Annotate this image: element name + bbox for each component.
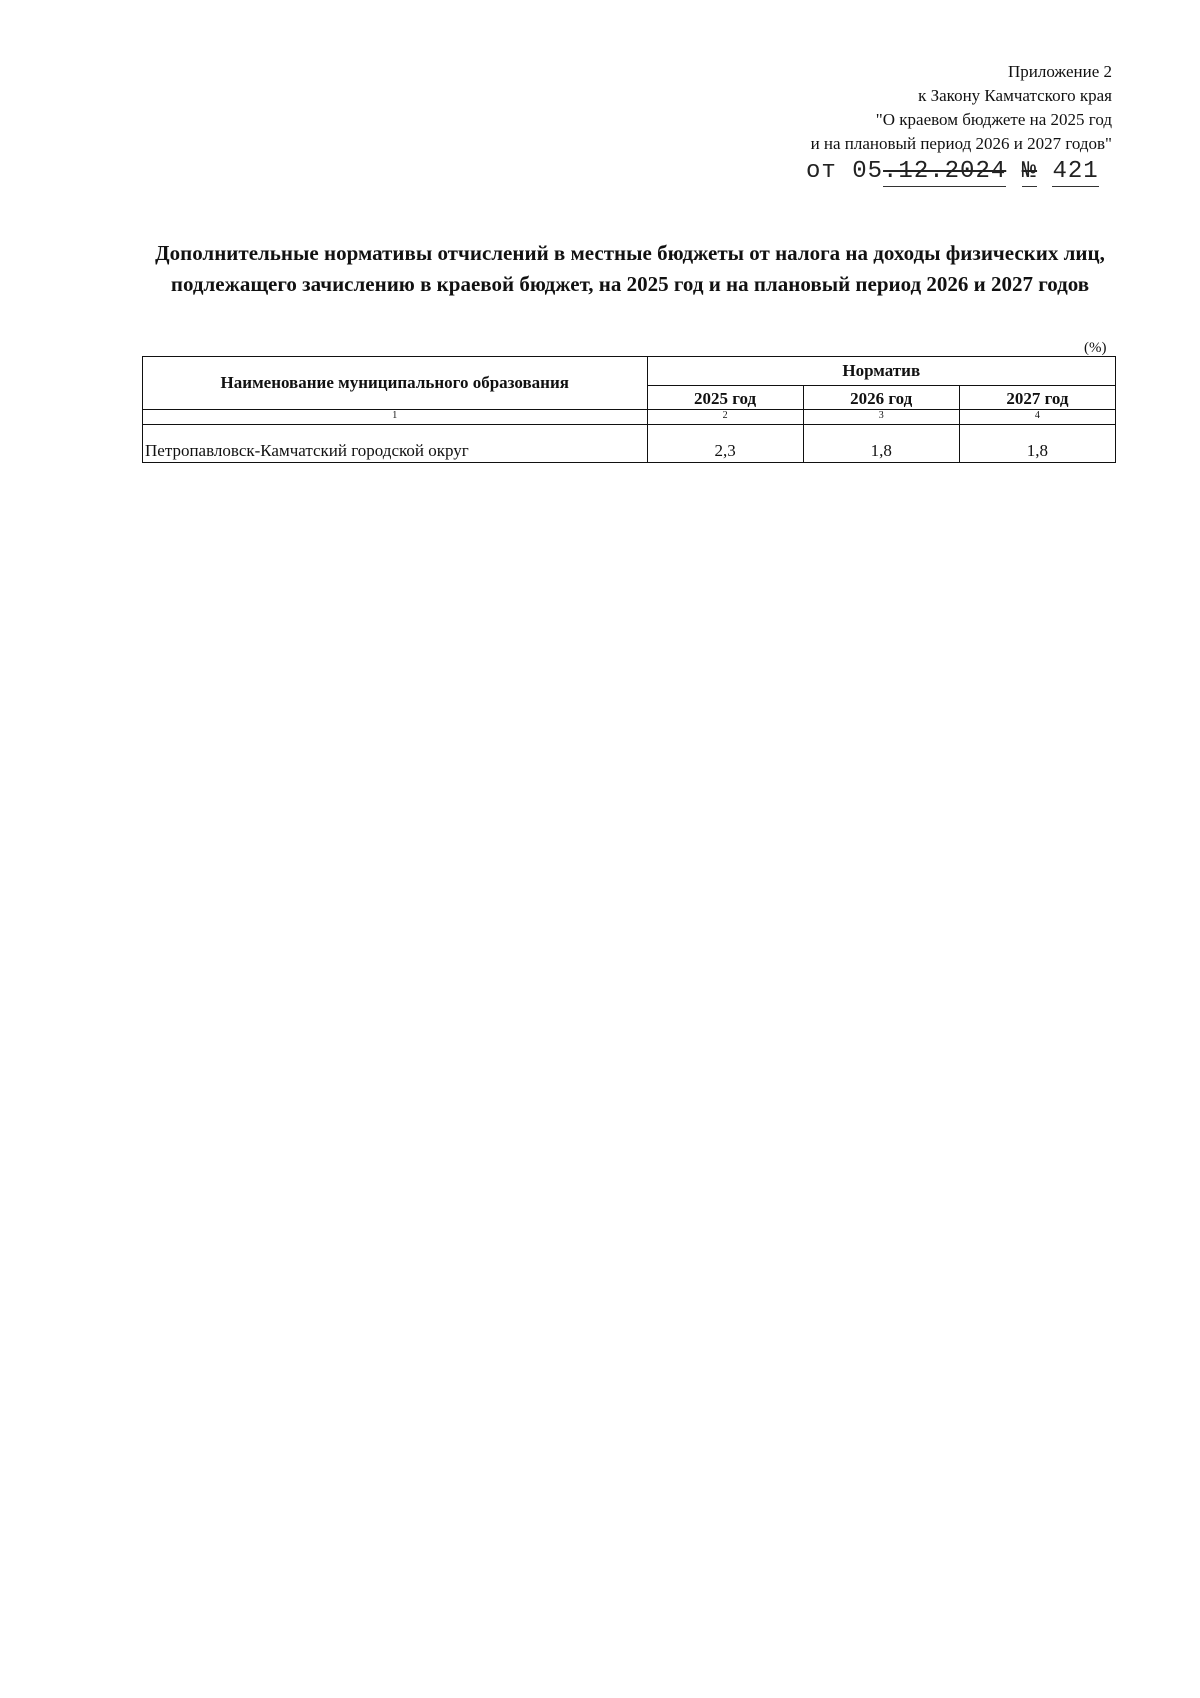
column-number: 1: [143, 410, 648, 425]
unit-label: (%): [1084, 340, 1107, 356]
norm-value-2027: 1,8: [959, 425, 1115, 463]
column-number-row: [143, 410, 1116, 425]
law-date-rest: .12.2024: [883, 158, 1007, 185]
year-header-2025: 2025 год: [647, 385, 803, 409]
norms-table: [142, 356, 1116, 463]
appendix-number: Приложение 2: [1008, 62, 1112, 81]
year-header-2027: 2027 год: [959, 385, 1115, 409]
appendix-header: [811, 60, 1112, 156]
law-date-number: [806, 158, 1099, 185]
norm-group-header: Норматив: [647, 357, 1116, 386]
appendix-law-title-1: "О краевом бюджете на 2025 год: [875, 110, 1112, 129]
municipality-column-header: Наименование муниципального образования: [143, 357, 648, 410]
year-header-2026: 2026 год: [803, 385, 959, 409]
norm-value-2025: 2,3: [647, 425, 803, 463]
law-number-sign: №: [1021, 158, 1038, 185]
law-ref-prefix: от: [806, 158, 837, 185]
table-header-row: [143, 357, 1116, 386]
law-number: 421: [1052, 158, 1099, 185]
column-number: 2: [647, 410, 803, 425]
table-row: [143, 425, 1116, 463]
document-title: Дополнительные нормативы отчислений в местные бюджеты от налога на доходы физических лиц, подлежащего зачислению в краевой бюджет, на 2025 год и на плановый период 2026 и 2027 годов: [155, 241, 1105, 296]
municipality-name: Петропавловск-Камчатский городской округ: [143, 425, 648, 463]
column-number: 3: [803, 410, 959, 425]
appendix-law-title-2: и на плановый период 2026 и 2027 годов": [810, 134, 1112, 153]
appendix-law-name: к Закону Камчатского края: [918, 86, 1112, 105]
norm-value-2026: 1,8: [803, 425, 959, 463]
law-date-day: 05: [852, 158, 884, 185]
column-number: 4: [959, 410, 1115, 425]
